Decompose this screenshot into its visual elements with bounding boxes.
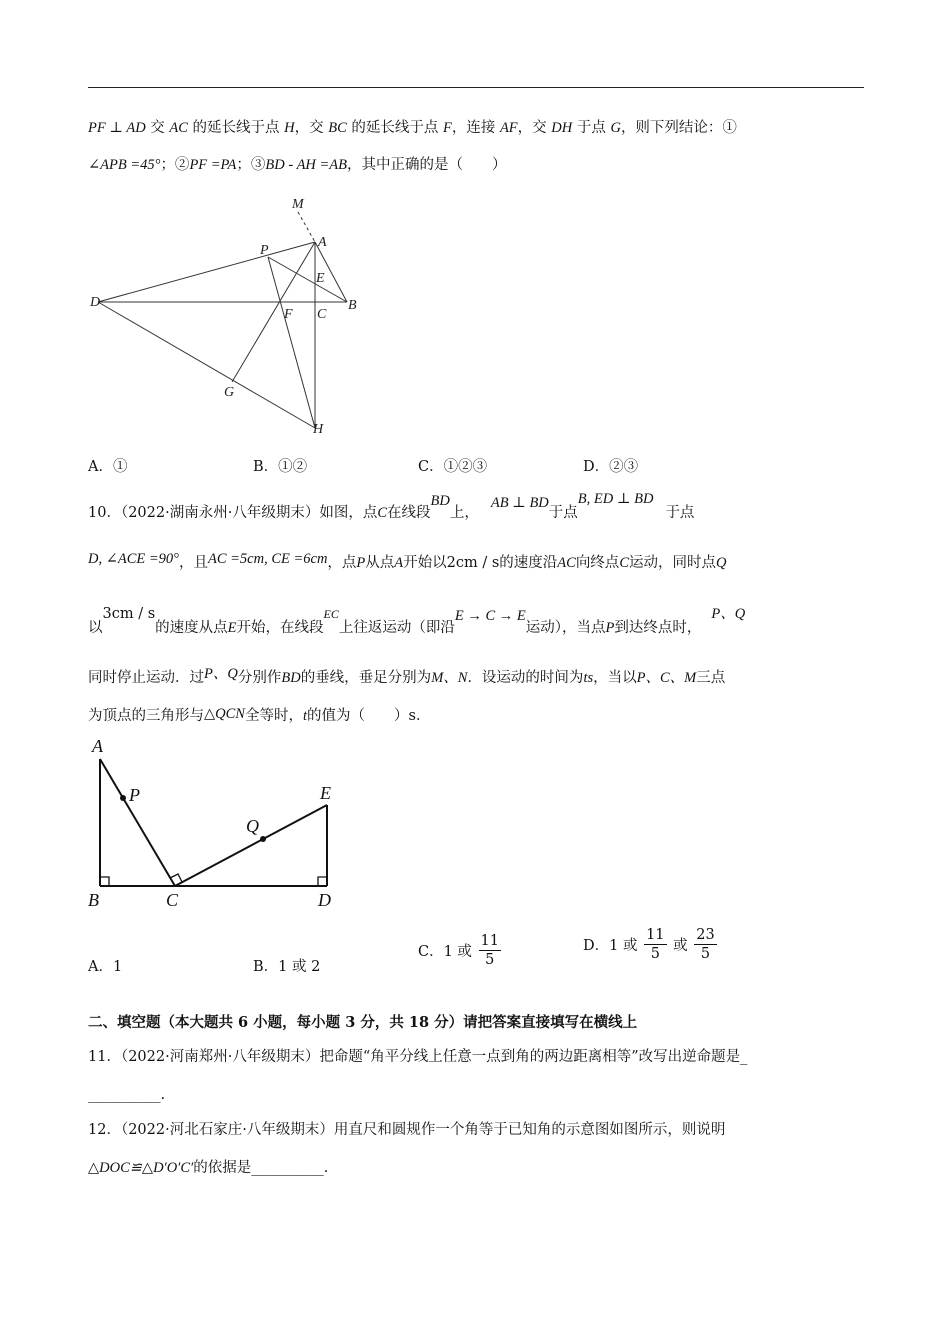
label-E: E — [316, 271, 325, 286]
segment-AG — [232, 242, 315, 382]
fraction-23-5: $\frac{23}{5}$ — [696, 927, 715, 962]
q10-line-5: 为顶点的三角形与△QCN全等时，t的值为（ ）s． — [88, 706, 431, 724]
segment-MA — [298, 212, 315, 242]
q10-line-1: 10．（2022·湖南永州·八年级期末）如图，点C在线段BD上，AB ⊥ BD于点B, ED ⊥ BD于点 — [88, 491, 695, 521]
q9-line-1: PF ⊥ AD 交 AC 的延长线于点 H，交 BC 的延长线于点 F，连接 AF，交 DH 于点 G，则下列结论：① — [88, 120, 737, 136]
point-Q — [260, 836, 266, 842]
q9-option-c[interactable]: C．①②③ — [418, 459, 488, 475]
point-P — [120, 795, 126, 801]
right-angle-D — [318, 877, 327, 886]
q10-line-2: D, ∠ACE =90°，且AC =5cm, CE =6cm，点P从点A开始以2cm / s的速度沿AC向终点C运动，同时点Q — [88, 551, 727, 571]
label-C: C — [166, 890, 179, 910]
label-B: B — [348, 298, 357, 313]
label-P: P — [260, 243, 269, 258]
q12-line-1: 12．（2022·河北石家庄·八年级期末）用直尺和圆规作一个角等于已知角的示意图如图所示，则说明 — [88, 1122, 726, 1138]
q10-option-d[interactable]: D．1 或 $\frac{11}{5}$ 或 $\frac{23}{5}$ — [583, 927, 715, 962]
label-B: B — [88, 890, 99, 910]
label-D: D — [90, 295, 101, 310]
q9-option-d[interactable]: D．②③ — [583, 459, 639, 475]
label-G: G — [224, 385, 235, 400]
q10-option-a[interactable]: A．1 — [88, 959, 123, 975]
q12-answer-blank[interactable]: 的依据是__________. — [193, 1160, 329, 1176]
q9-geometry-figure — [80, 190, 380, 445]
header-rule — [88, 87, 864, 88]
q10-line-4: 同时停止运动．过P、Q分别作BD的垂线，垂足分别为M、N．设运动的时间为ts，当以P、C、M三点 — [88, 666, 726, 686]
label-E: E — [320, 783, 331, 803]
q12-line-2 — [88, 1158, 328, 1178]
segment-DH — [98, 302, 315, 428]
label-H: H — [313, 422, 324, 437]
q10-geometry-figure — [80, 735, 350, 915]
label-C: C — [317, 307, 327, 322]
label-M: M — [292, 197, 304, 212]
fraction-11-5: $\frac{11}{5}$ — [480, 933, 499, 968]
q10-line-3: 以3cm / s的速度从点E开始，在线段$^{EC}$上往返运动（即沿E → C → E运动），当点P到达终点时，P、Q — [88, 606, 746, 636]
fraction-11-5: $\frac{11}{5}$ — [646, 927, 665, 962]
segment-DA — [98, 242, 315, 302]
label-D: D — [318, 890, 331, 910]
section-heading: 二、填空题（本大题共 6 小题，每小题 3 分，共 18 分）请把答案直接填写在横线上 — [88, 1014, 638, 1031]
q10-option-c[interactable]: C．1 或 $\frac{11}{5}$ — [418, 933, 499, 968]
q9-line-2: ∠APB =45°；②PF =PA；③BD - AH =AB，其中正确的是（ ） — [88, 157, 507, 173]
label-F: F — [284, 307, 293, 322]
label-A: A — [318, 235, 327, 250]
label-A: A — [92, 736, 103, 756]
q10-option-b[interactable]: B．1 或 2 — [253, 959, 321, 975]
q11-line-1: 11．（2022·河南郑州·八年级期末）把命题“角平分线上任意一点到角的两边距离相等”改写出逆命题是_ — [88, 1049, 748, 1065]
q9-option-b[interactable]: B．①② — [253, 459, 308, 475]
q12-congruence: △DOC≌△D′O′C′ — [88, 1160, 194, 1176]
label-Q: Q — [246, 816, 259, 836]
q9-option-a[interactable]: A．① — [88, 459, 128, 475]
segment-AC — [100, 759, 175, 886]
right-angle-B — [100, 877, 109, 886]
segment-PH — [268, 257, 315, 428]
q11-answer-blank[interactable]: __________. — [88, 1087, 166, 1103]
label-P: P — [129, 785, 140, 805]
